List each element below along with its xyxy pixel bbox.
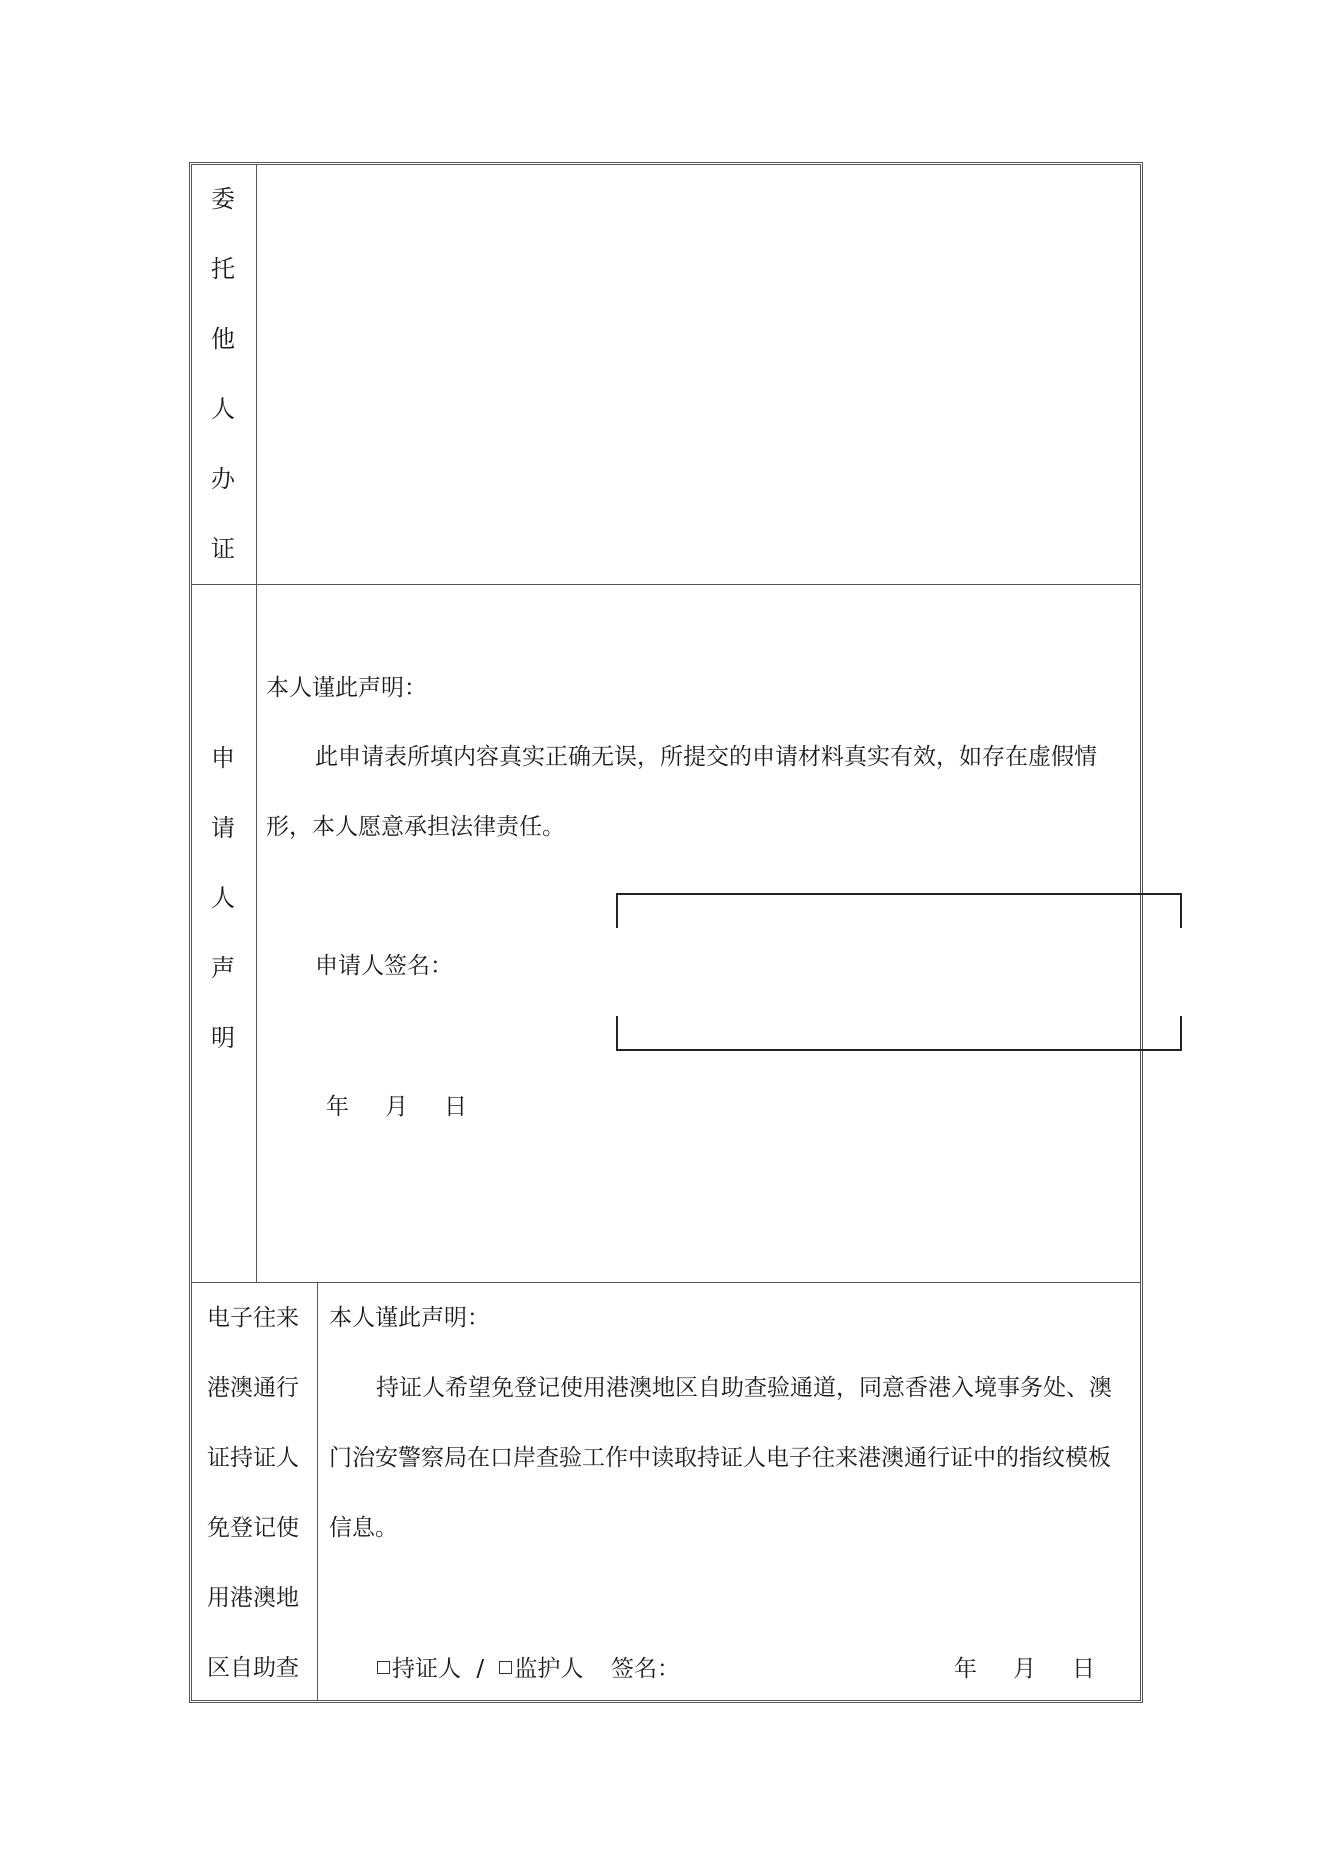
declaration-label-char: 声 [211, 954, 235, 982]
divider-declaration-fingerprint [191, 1282, 1141, 1283]
label-column-divider-top [256, 165, 257, 1282]
entrust-label-char: 他 [211, 325, 235, 353]
declaration-label-char: 明 [211, 1024, 235, 1052]
declaration-body-line2: 形，本人愿意承担法律责任。 [266, 814, 565, 840]
declaration-label-char: 请 [211, 814, 235, 842]
declaration-label-char: 申 [211, 744, 235, 772]
entrust-content-cell[interactable] [258, 165, 1140, 583]
entrust-label-char: 人 [211, 395, 235, 423]
entrust-label-char: 托 [211, 255, 235, 283]
signer-type-row [377, 1658, 583, 1681]
declaration-body-line1: 此申请表所填内容真实正确无误，所提交的申请材料真实有效，如存在虚假情 [315, 744, 1097, 770]
guardian-option-label: 监护人 [514, 1656, 584, 1682]
fingerprint-label-line: 用港澳地 [207, 1585, 299, 1611]
fingerprint-date-year: 年 [954, 1656, 977, 1682]
fingerprint-label-line: 港澳通行 [207, 1375, 299, 1401]
fingerprint-body-line3: 信息。 [329, 1515, 398, 1541]
entrust-label-char: 委 [211, 185, 235, 213]
divider-entrust-declaration [191, 584, 1141, 585]
fingerprint-label-line: 证持证人 [207, 1445, 299, 1471]
fingerprint-label-line: 免登记使 [207, 1515, 299, 1541]
declaration-intro: 本人谨此声明： [266, 675, 427, 701]
fingerprint-intro: 本人谨此声明： [329, 1305, 490, 1331]
fingerprint-label-line: 区自助查 [207, 1655, 299, 1681]
fingerprint-date-month: 月 [1013, 1656, 1036, 1682]
fingerprint-signature-label: 签名： [611, 1656, 680, 1682]
entrust-label-char: 办 [211, 465, 235, 493]
declaration-label-char: 人 [211, 884, 235, 912]
fingerprint-label-line: 电子往来 [207, 1305, 299, 1331]
label-column-divider-bottom [317, 1282, 318, 1701]
guardian-checkbox[interactable] [499, 1661, 512, 1674]
declaration-date-year: 年 [326, 1094, 349, 1120]
holder-option-label: 持证人 [392, 1656, 461, 1682]
applicant-signature-label: 申请人签名： [315, 953, 453, 979]
declaration-date-day: 日 [444, 1094, 467, 1120]
applicant-signature-box[interactable] [616, 893, 1182, 1051]
declaration-date-month: 月 [385, 1094, 408, 1120]
holder-checkbox[interactable] [377, 1661, 390, 1674]
fingerprint-date-day: 日 [1072, 1656, 1095, 1682]
fingerprint-body-line2: 门治安警察局在口岸查验工作中读取持证人电子往来港澳通行证中的指纹模板 [329, 1445, 1111, 1471]
option-separator: / [476, 1656, 485, 1682]
entrust-label-char: 证 [211, 535, 235, 563]
fingerprint-body-line1: 持证人希望免登记使用港澳地区自助查验通道，同意香港入境事务处、澳 [376, 1375, 1112, 1401]
